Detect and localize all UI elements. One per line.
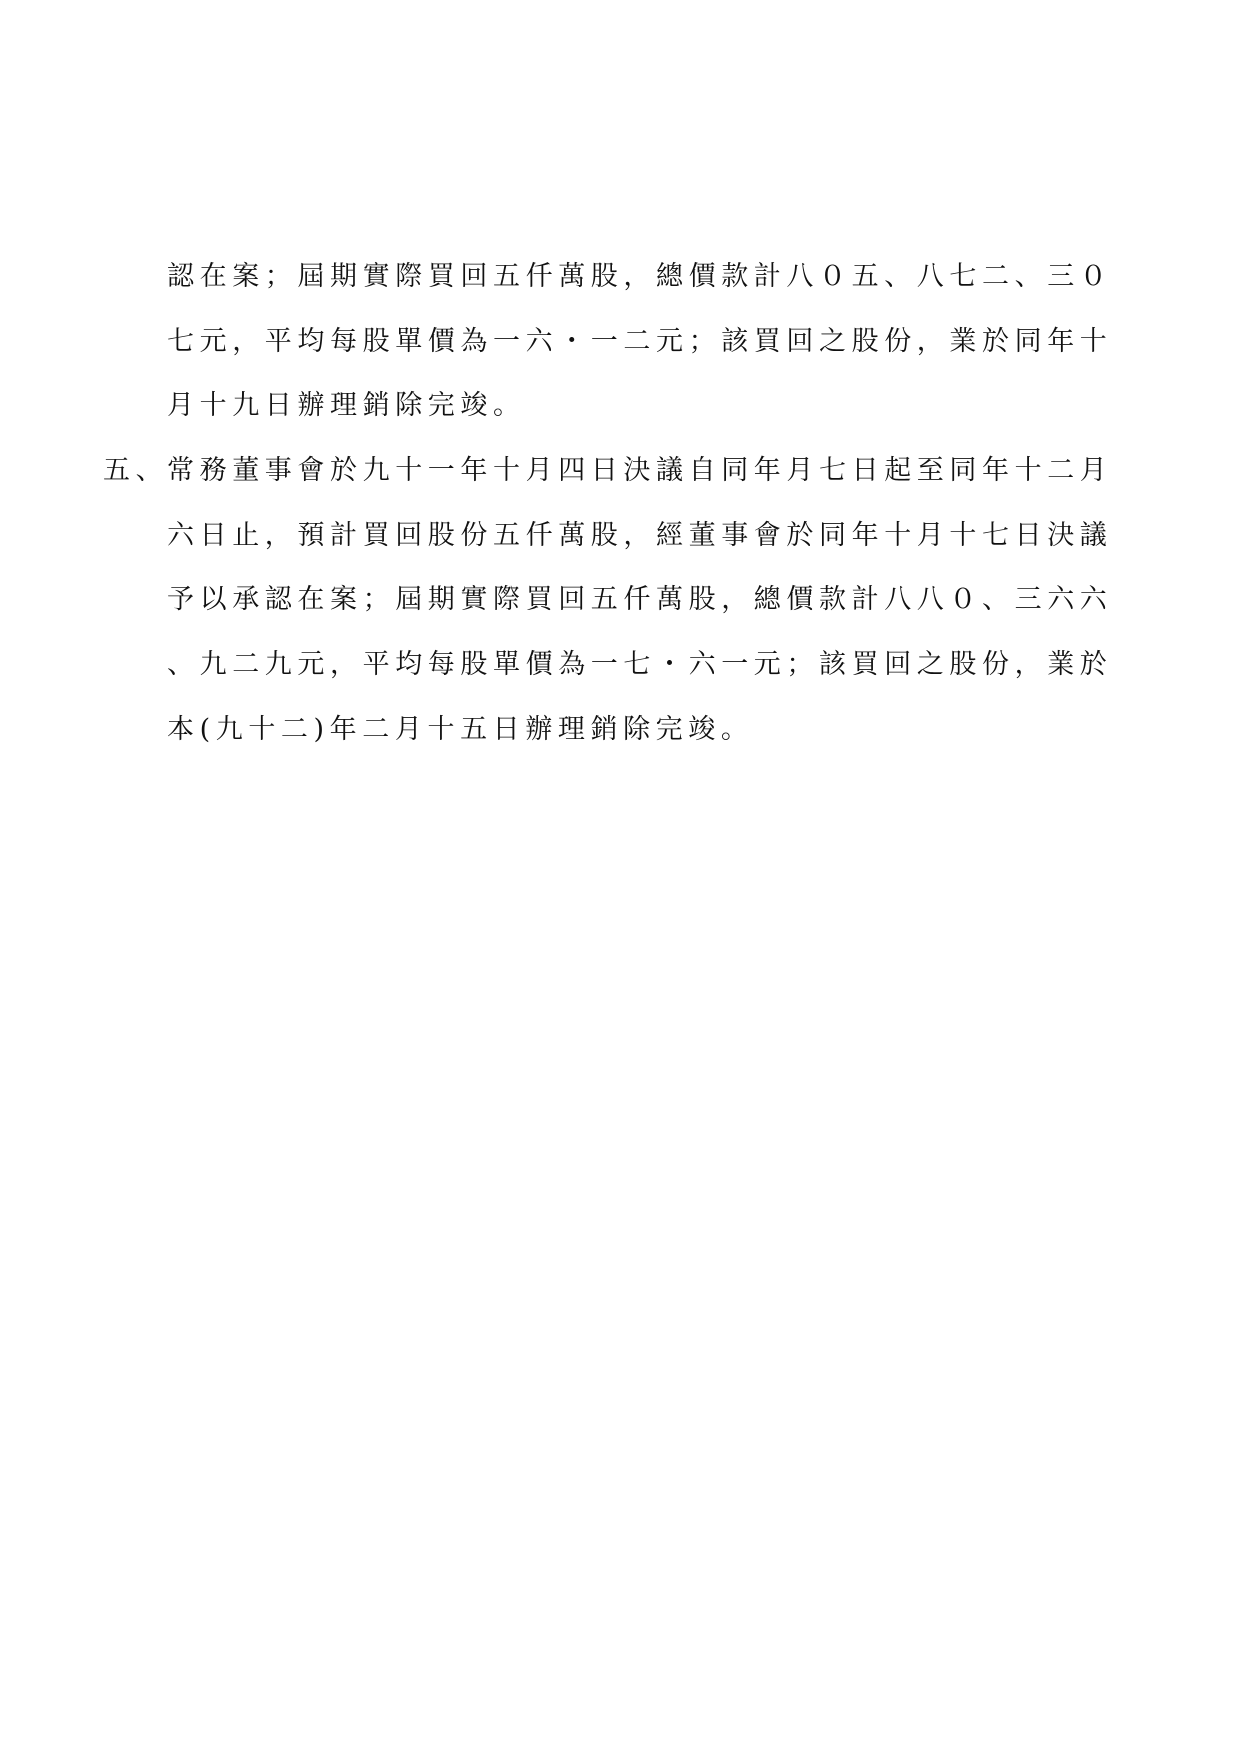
continued-item-line-1: 認在案；屆期實際買回五仟萬股，總價款計八０五、八七二、三０ <box>167 261 1113 292</box>
continued-item-line-3: 月十九日辦理銷除完竣。 <box>167 390 526 421</box>
item-five-line-2: 六日止，預計買回股份五仟萬股，經董事會於同年十月十七日決議 <box>167 520 1113 551</box>
item-five-line-1: 常務董事會於九十一年十月四日決議自同年月七日起至同年十二月 <box>167 455 1113 486</box>
item-five-line-5: 本(九十二)年二月十五日辦理銷除完竣。 <box>167 714 754 745</box>
item-five-marker: 五、 <box>103 455 169 486</box>
item-five-line-4: 、九二九元，平均每股單價為一七・六一元；該買回之股份，業於 <box>167 649 1113 680</box>
continued-item-line-2: 七元，平均每股單價為一六・一二元；該買回之股份，業於同年十 <box>167 326 1113 357</box>
item-five-line-3: 予以承認在案；屆期實際買回五仟萬股，總價款計八八０、三六六 <box>167 584 1113 615</box>
